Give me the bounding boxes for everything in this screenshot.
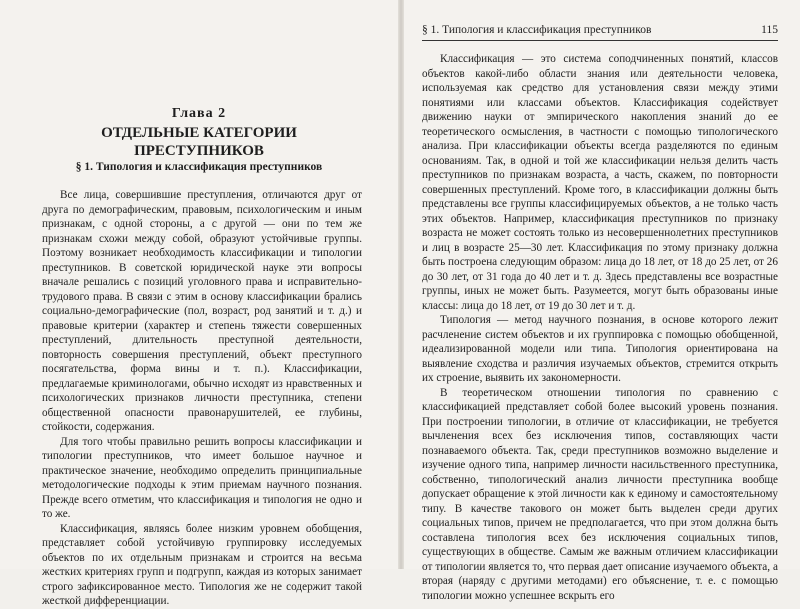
chapter-number: Глава 2 [171, 106, 227, 121]
paragraph: Классификация — это система соподчиненных понятий, классов объектов какой-либо области знания или деятельности человека, используемая как средство для установления связи между этими понятиями или классами объектов. Классификация содействует движению науки от эмпирического накопления знаний до ее теоретического осмысления, в частности с помощью типологического анализа. При классификации объекты всегда разделяются по единым основаниям. Так, в одной и той же классификации нельзя делить часть преступников по признакам возраста, а часть, скажем, по повторности совершенных преступлений. Кроме того, в классификации должны быть представлены все группы классифицируемых объектов, а не только часть этих объектов. Например, классификация преступников по признаку возраста не может состоять только из несовершеннолетних преступников и лиц в возрасте 25—30 лет. Классификация по этому признаку должна быть построена следующим образом: лица до 18 лет, от 18 до 25 лет, от 26 до 30 лет, от 31 года до 40 лет и т. д. Здесь представлены все возрастные группы, иных не может быть. Разумеется, могут быть образованы иные классы: лица до 18 лет, от 19 до 30 лет и т. д. [422, 53, 778, 312]
page-number: 115 [761, 24, 778, 36]
running-head [422, 23, 778, 41]
paragraph: Для того чтобы правильно решить вопросы классификации и типологии преступников, что имеет большое научное и практическое значение, необходимо определить принципиальные методологические подходы к этим приемам научного познания. Прежде всего отметим, что классификация и типология не одно и то же. [42, 435, 362, 520]
section-title: § 1. Типология и классификация преступников [75, 161, 323, 173]
running-head-title: § 1. Типология и классификация преступников [422, 24, 652, 36]
left-page [0, 0, 398, 607]
left-body-text [42, 188, 362, 609]
right-body-text [422, 52, 778, 603]
paragraph: Все лица, совершившие преступления, отличаются друг от друга по демографическим, правовым, психологическим и иным признакам, с одной стороны, а с другой — они по тем же признакам схожи между собой, образуют устойчивые группы. Поэтому возникает необходимость классификации и типологии преступников. В советской юридической науке эти вопросы вначале решались с позиций уголовного права и исправительно-трудового права. В связи с этим в основу классификации брались социально-демографические (пол, возраст, род занятий и т. д.) и правовые критерии (характер и степень тяжести совершенных преступлений, длительность преступной деятельности, повторность совершения преступлений, объект преступного посягательства, форма вины и т. п.). Классификации, предлагаемые криминологами, обычно исходят из нравственных и психологических признаков личности преступника, степени общественной опасности правонарушителей, ее глубины, стойкости, содержания. [42, 189, 362, 433]
right-page [404, 0, 800, 602]
chapter-title-line-2: ПРЕСТУПНИКОВ [134, 143, 264, 159]
chapter-title [0, 124, 398, 160]
paragraph: Классификация, являясь более низким уровнем обобщения, представляет собой устойчивую группировку исследуемых объектов по их отдельным признакам и строится на весьма жестких критериях групп и подгрупп, каждая из которых занимает строго зафиксированное место. Типология же не содержит такой жесткой дифференциации. [42, 522, 362, 607]
paragraph: Типология — метод научного познания, в основе которого лежит расчленение систем объектов и их группировка с помощью обобщенной, идеализированной модели или типа. Типология ориентирована на выявление сходства и различия изучаемых объектов, стремится открыть их строение, выявить их закономерности. [422, 314, 778, 384]
paragraph: В теоретическом отношении типология по сравнению с классификацией представляет собой более высокий уровень познания. При построении типологии, в отличие от классификации, не требуется вычленения всех без исключения типов, составляющих части познаваемого объекта. Так, среди преступников возможно выделение и изучение одного типа, например личности насильственного преступника, собственно, типологический анализ личности преступника вообще допускает обращение к этой личности как к единому и самостоятельному типу. В качестве такового он может быть выделен среди других социальных типов, причем не предполагается, что при этом должна быть составлена типология всех без исключения социальных типов, существующих в обществе. Самым же важным отличием классификации от типологии является то, что первая дает описание изучаемого объекта, а вторая (наряду с другими методами) его объяснение, т. е. с помощью типологии можно успешнее вскрыть его [422, 386, 778, 602]
chapter-title-line-1: ОТДЕЛЬНЫЕ КАТЕГОРИИ [101, 125, 297, 141]
